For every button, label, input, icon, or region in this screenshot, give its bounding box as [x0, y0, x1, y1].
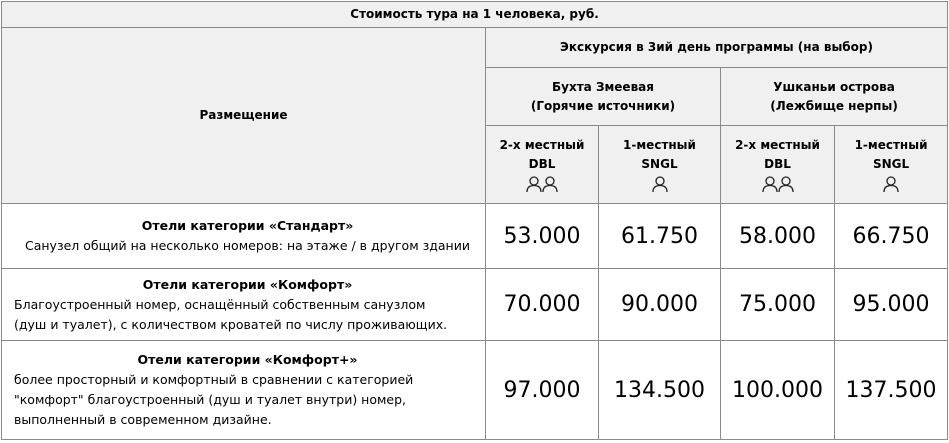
price-cell: 95.000 — [835, 269, 948, 341]
location-name: Ушканьи острова — [773, 79, 895, 94]
price-cell: 75.000 — [721, 269, 835, 341]
one-person-icon — [835, 175, 947, 194]
category-description-line: выполненный в современном дизайне. — [14, 412, 272, 427]
excursion-header: Экскурсия в 3ий день программы (на выбор) — [486, 28, 948, 68]
price-cell: 61.750 — [599, 204, 721, 269]
occupancy-header-dbl — [486, 126, 599, 204]
category-title: Отели категории «Комфорт+» — [137, 352, 358, 367]
category-description: Санузел общий на несколько номеров: на этаже / в другом здании — [25, 238, 470, 253]
occupancy-code: SNGL — [641, 156, 678, 171]
price-cell: 53.000 — [486, 204, 599, 269]
category-cell — [2, 204, 486, 269]
price-cell: 134.500 — [599, 341, 721, 440]
occupancy-code: DBL — [764, 156, 791, 171]
location-header-ushkanyi — [721, 68, 948, 126]
one-person-icon — [599, 175, 720, 194]
price-cell: 66.750 — [835, 204, 948, 269]
price-cell: 137.500 — [835, 341, 948, 440]
occupancy-type: 1-местный — [623, 137, 696, 152]
category-description-line: "комфорт" благоустроенный (душ и туалет внутри) номер, — [14, 392, 407, 407]
accommodation-header: Размещение — [2, 28, 486, 204]
two-persons-icon — [486, 175, 598, 194]
occupancy-code: DBL — [528, 156, 556, 171]
occupancy-header-dbl — [721, 126, 835, 204]
price-cell: 70.000 — [486, 269, 599, 341]
occupancy-header-sngl — [599, 126, 721, 204]
price-cell: 58.000 — [721, 204, 835, 269]
table-title: Стоимость тура на 1 человека, руб. — [2, 2, 948, 28]
occupancy-header-sngl — [835, 126, 948, 204]
occupancy-type: 2-х местный — [499, 137, 585, 152]
occupancy-type: 1-местный — [854, 137, 928, 152]
location-subtitle: (Лежбище нерпы) — [770, 98, 898, 113]
category-title: Отели категории «Стандарт» — [141, 218, 354, 233]
table-row — [2, 269, 948, 341]
price-cell: 97.000 — [486, 341, 599, 440]
price-cell: 100.000 — [721, 341, 835, 440]
category-description-line: (душ и туалет), с количеством кроватей по числу проживающих. — [14, 316, 448, 332]
two-persons-icon — [721, 175, 834, 194]
table-row — [2, 341, 948, 440]
category-title: Отели категории «Комфорт» — [142, 276, 353, 292]
location-name: Бухта Змеевая — [552, 79, 654, 94]
price-cell: 90.000 — [599, 269, 721, 341]
table-row — [2, 204, 948, 269]
location-header-zmeevaya — [486, 68, 721, 126]
location-subtitle: (Горячие источники) — [530, 98, 676, 113]
tour-price-table — [1, 1, 948, 440]
occupancy-code: SNGL — [872, 156, 910, 171]
category-cell — [2, 341, 486, 440]
category-description-line: Благоустроенный номер, оснащённый собственным санузлом — [14, 296, 426, 312]
occupancy-type: 2-х местный — [735, 137, 820, 152]
category-cell — [2, 269, 486, 341]
category-description-line: более просторный и комфортный в сравнении с категорией — [14, 372, 414, 387]
